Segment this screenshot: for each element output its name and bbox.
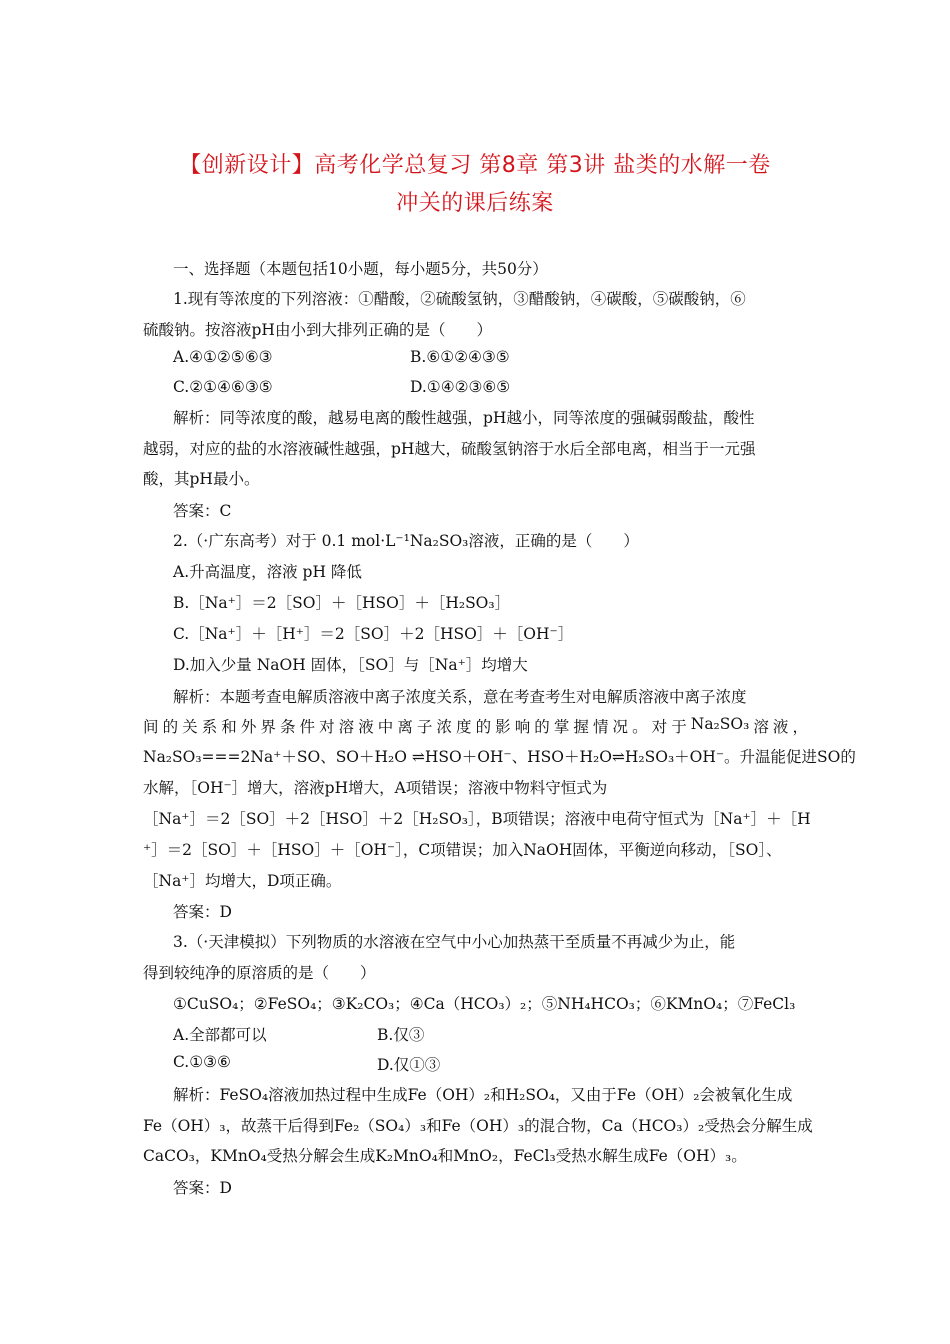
q1-option-c: C.②①④⑥③⑤	[173, 378, 273, 396]
q3-stem-2: 得到较纯净的原溶质的是（ ）	[143, 964, 376, 982]
q3-option-c: C.①③⑥	[173, 1053, 231, 1071]
q1-analysis-2: 越弱，对应的盐的水溶液碱性越强，pH越大，硫酸氢钠溶于水后全部电离，相当于一元强	[143, 440, 756, 458]
q2-analysis-2-char: 况	[612, 718, 629, 736]
q2-option-a: A.升高温度，溶液 pH 降低	[173, 563, 362, 581]
q1-option-a: A.④①②⑤⑥③	[173, 348, 273, 366]
section-heading: 一、选择题（本题包括10小题，每小题5分，共50分）	[173, 260, 548, 278]
q2-analysis-2	[143, 715, 808, 737]
q2-analysis-2-char: 离	[397, 718, 413, 736]
doc-title-line1: 【创新设计】高考化学总复习 第8章 第3讲 盐类的水解一卷	[179, 153, 771, 178]
q2-analysis-2-char: 握	[573, 718, 589, 736]
q2-option-b: B.［Na⁺］＝2［SO］＋［HSO］＋［H₂SO₃］	[173, 594, 511, 612]
doc-title-line2: 冲关的课后练案	[396, 191, 554, 216]
q2-analysis-2-char: 液	[358, 718, 374, 736]
q2-option-c: C.［Na⁺］＋［H⁺］＝2［SO］＋2［HSO］＋［OH⁻］	[173, 625, 574, 643]
q2-analysis-2-char: 液	[772, 718, 789, 736]
q1-option-d: D.①④②③⑥⑤	[410, 378, 511, 396]
q2-analysis-2-char: 情	[592, 718, 609, 736]
q2-analysis-2-char: 外	[240, 718, 257, 736]
q3-analysis-2: Fe（OH）₃，故蒸干后得到Fe₂（SO₄）₃和Fe（OH）₃的混合物，Ca（HCO₃）₂受热会分解生成	[143, 1117, 813, 1135]
q3-substance-list: ①CuSO₄；②FeSO₄；③K₂CO₃；④Ca（HCO₃）₂；⑤NH₄HCO₃；⑥KMnO₄；⑦FeCl₃	[173, 995, 796, 1013]
q2-analysis-2-char: 对	[651, 718, 668, 736]
q2-option-d: D.加入少量 NaOH 固体，［SO］与［Na⁺］均增大	[173, 656, 528, 674]
q1-analysis-1: 解析：同等浓度的酸，越易电离的酸性越强，pH越小，同等浓度的强碱弱酸盐，酸性	[173, 409, 755, 427]
q2-analysis-4: 水解，［OH⁻］增大，溶液pH增大，A项错误；溶液中物料守恒式为	[143, 779, 608, 797]
q2-analysis-2-char: 条	[279, 718, 296, 736]
q2-analysis-6: ⁺］＝2［SO］＋［HSO］＋［OH⁻］，C项错误；加入NaOH固体，平衡逆向移动，［SO］、	[143, 841, 782, 859]
q2-analysis-2-char: 掌	[553, 718, 570, 736]
q2-analysis-2-char: Na₂SO₃	[690, 715, 750, 733]
q2-analysis-2-char: 和	[221, 718, 237, 736]
q2-analysis-2-char: 关	[182, 718, 198, 736]
q3-stem-1: 3.（·天津模拟）下列物质的水溶液在空气中小心加热蒸干至质量不再减少为止，能	[173, 933, 736, 951]
q2-analysis-2-char: 响	[514, 718, 531, 736]
q2-analysis-2-char: 溶	[753, 718, 769, 736]
q3-analysis-1: 解析：FeSO₄溶液加热过程中生成Fe（OH）₂和H₂SO₄，又由于Fe（OH）₂会被氧化生成	[173, 1086, 793, 1104]
q2-answer: 答案：D	[173, 903, 232, 921]
q2-analysis-2-char: 间	[143, 718, 159, 736]
q2-analysis-5: ［Na⁺］＝2［SO］＋2［HSO］＋2［H₂SO₃］，B项错误；溶液中电荷守恒式为［Na⁺］＋［H	[143, 810, 811, 828]
q2-analysis-2-char: 子	[416, 718, 433, 736]
q2-stem: 2.（·广东高考）对于 0.1 mol·L⁻¹Na₂SO₃溶液，正确的是（ ）	[173, 532, 639, 550]
q2-analysis-2-char: 于	[671, 718, 687, 736]
q2-analysis-1: 解析：本题考查电解质溶液中离子浓度关系，意在考查考生对电解质溶液中离子浓度	[173, 688, 747, 706]
q2-analysis-2-char: 中	[377, 718, 394, 736]
q2-analysis-2-char: 浓	[436, 718, 452, 736]
q3-option-a: A.全部都可以	[173, 1026, 267, 1044]
q1-answer: 答案：C	[173, 502, 232, 520]
q2-analysis-2-char: 。	[632, 718, 648, 736]
q2-analysis-7: ［Na⁺］均增大，D项正确。	[143, 872, 342, 890]
q2-analysis-2-char: 的	[162, 718, 179, 736]
q1-stem-2: 硫酸钠。按溶液pH由小到大排列正确的是（ ）	[143, 321, 492, 339]
q3-option-b: B.仅③	[377, 1026, 425, 1044]
q2-analysis-2-char: 溶	[338, 718, 355, 736]
q2-analysis-2-char: 系	[201, 718, 218, 736]
q2-analysis-2-char: 界	[260, 718, 276, 736]
q2-analysis-2-char: ，	[792, 718, 808, 736]
q2-analysis-2-char: 的	[475, 718, 492, 736]
q2-analysis-2-char: 度	[456, 718, 472, 736]
q2-analysis-2-char: 件	[299, 718, 316, 736]
q2-analysis-3: Na₂SO₃===2Na⁺＋SO、SO＋H₂O ⇌HSO＋OH⁻、HSO＋H₂O⇌H₂SO₃＋OH⁻。升温能促进SO的	[143, 748, 856, 766]
q3-option-d: D.仅①③	[377, 1056, 441, 1074]
q2-analysis-2-char: 的	[534, 718, 550, 736]
q2-analysis-2-char: 影	[495, 718, 511, 736]
q1-stem-1: 1.现有等浓度的下列溶液：①醋酸，②硫酸氢钠，③醋酸钠，④碳酸，⑤碳酸钠，⑥	[173, 290, 746, 308]
q3-analysis-3: CaCO₃，KMnO₄受热分解会生成K₂MnO₄和MnO₂，FeCl₃受热水解生成Fe（OH）₃。	[143, 1147, 747, 1165]
q1-option-b: B.⑥①②④③⑤	[410, 348, 510, 366]
q3-answer: 答案：D	[173, 1179, 232, 1197]
q2-analysis-2-char: 对	[319, 718, 335, 736]
q1-analysis-3: 酸，其pH最小。	[143, 470, 260, 488]
